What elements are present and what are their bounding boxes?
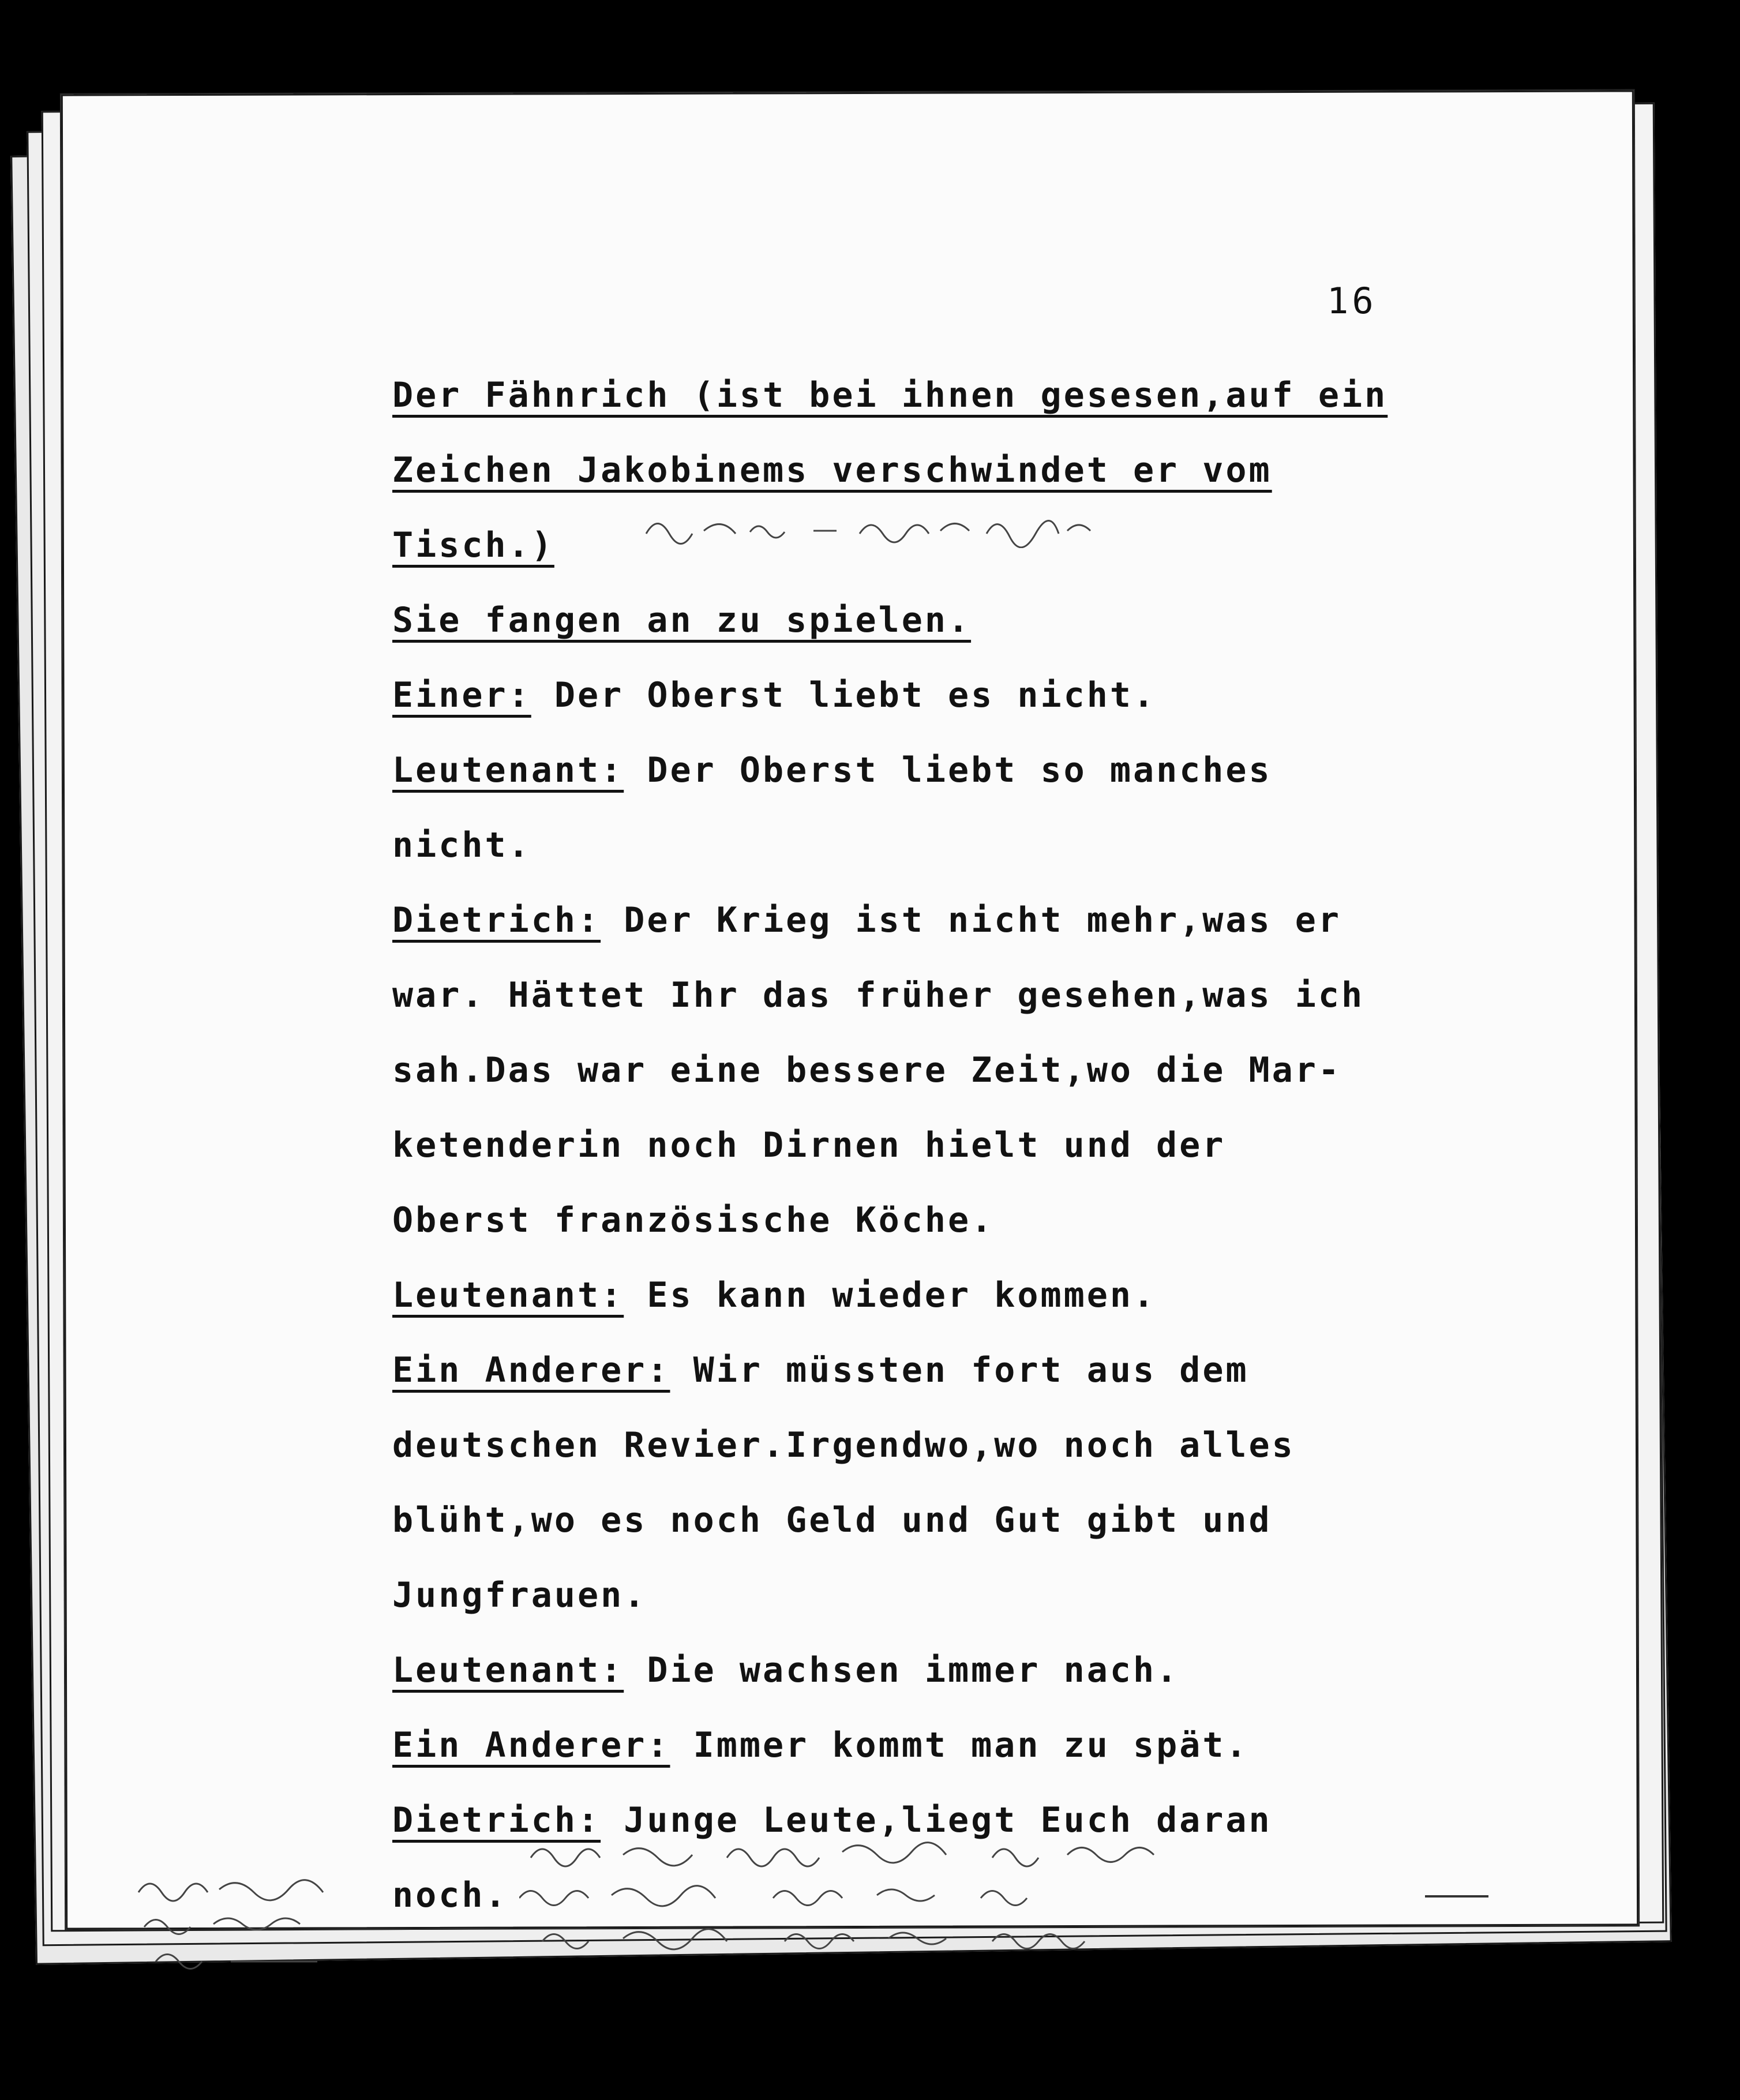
typescript-line [392, 1633, 1488, 1708]
typescript-line [392, 1333, 1488, 1408]
stage-direction: Sie fangen an zu spielen. [392, 600, 972, 640]
handwritten-margin-note [133, 1869, 375, 1985]
typescript-line [392, 808, 1488, 883]
typescript-line [392, 883, 1488, 958]
speaker-name: Ein Anderer: [392, 1350, 670, 1390]
typescript-line [392, 1108, 1488, 1183]
stage-direction: Tisch.) [392, 525, 554, 565]
dialogue-text: Junge Leute,liegt Euch daran [601, 1800, 1272, 1840]
typescript-line [392, 1258, 1488, 1333]
dialogue-text: deutschen Revier.Irgendwo,wo noch alles [392, 1425, 1295, 1465]
dialogue-text: Wir müssten fort aus dem [670, 1350, 1249, 1390]
speaker-name: Einer: [392, 675, 531, 715]
typescript-line [392, 1483, 1488, 1558]
typescript-line [392, 433, 1488, 508]
dialogue-text: nicht. [392, 825, 531, 865]
typescript-line [392, 1033, 1488, 1108]
typescript-line [392, 1408, 1488, 1483]
page-number: 16 [1327, 280, 1377, 322]
dialogue-text: Jungfrauen. [392, 1575, 647, 1615]
handwritten-annotation-tisch [640, 508, 1131, 548]
typescript-line [392, 733, 1488, 808]
dialogue-text: blüht,wo es noch Geld und Gut gibt und [392, 1500, 1272, 1540]
speaker-name: Leutenant: [392, 750, 624, 790]
dialogue-text: Immer kommt man zu spät. [670, 1725, 1249, 1765]
dialogue-text: noch. [392, 1875, 508, 1915]
speaker-name: Leutenant: [392, 1650, 624, 1690]
dialogue-text: Oberst französische Köche. [392, 1200, 995, 1240]
typescript-line [392, 958, 1488, 1033]
typescript-line [392, 1558, 1488, 1633]
handwritten-dash [1425, 1895, 1488, 1897]
typescript-line [392, 1708, 1488, 1783]
stage-direction: Der Fähnrich (ist bei ihnen gesesen,auf ein [392, 375, 1388, 415]
dialogue-text: Es kann wieder kommen. [624, 1275, 1157, 1315]
speaker-name: Dietrich: [392, 900, 601, 940]
dialogue-text: sah.Das war eine bessere Zeit,wo die Mar- [392, 1050, 1342, 1090]
typescript-line [392, 658, 1488, 733]
speaker-name: Leutenant: [392, 1275, 624, 1315]
typescript-line [392, 1183, 1488, 1258]
dialogue-text: Der Oberst liebt so manches [624, 750, 1272, 790]
dialogue-text: Der Krieg ist nicht mehr,was er [601, 900, 1342, 940]
dialogue-text: war. Hättet Ihr das früher gesehen,was ich [392, 975, 1365, 1015]
stage-direction: Zeichen Jakobinems verschwindet er vom [392, 450, 1272, 490]
dialogue-text: ketenderin noch Dirnen hielt und der [392, 1125, 1226, 1165]
speaker-name: Dietrich: [392, 1800, 601, 1840]
handwritten-annotation-bottom [519, 1835, 1442, 1973]
typescript-line [392, 358, 1488, 433]
typescript-body [392, 358, 1488, 1933]
typescript-line [392, 583, 1488, 658]
dialogue-text: Der Oberst liebt es nicht. [531, 675, 1157, 715]
speaker-name: Ein Anderer: [392, 1725, 670, 1765]
dialogue-text: Die wachsen immer nach. [624, 1650, 1180, 1690]
